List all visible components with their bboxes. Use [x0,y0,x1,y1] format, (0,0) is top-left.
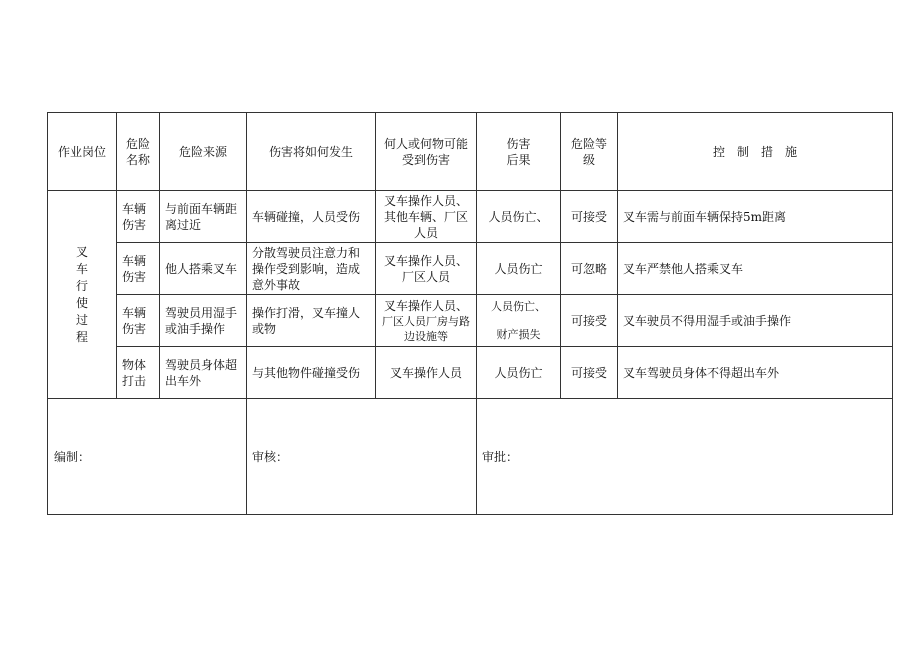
header-control: 控 制 措 施 [618,113,893,191]
hazard-name-cell: 车辆伤害 [117,191,160,243]
risk-level-cell: 可接受 [561,191,618,243]
reviewed-by-cell: 审核： [247,399,477,515]
header-who-harmed: 何人或何物可能受到伤害 [376,113,477,191]
header-hazard-source: 危险来源 [160,113,247,191]
post-cell [48,191,117,399]
consequence-line: 人员伤亡、 [491,299,546,313]
risk-assessment-table [47,112,893,515]
risk-level-cell: 可接受 [561,295,618,347]
control-cell: 叉车驶员不得用湿手或油手操作 [618,295,893,347]
control-cell: 叉车驾驶员身体不得超出车外 [618,347,893,399]
header-post: 作业岗位 [48,113,117,191]
hazard-name-cell: 物体打击 [117,347,160,399]
how-harm-cell: 车辆碰撞，人员受伤 [247,191,376,243]
post-name: 叉车行使过程 [75,244,88,344]
how-harm-cell: 分散驾驶员注意力和操作受到影响，造成意外事故 [247,243,376,295]
who-harmed-cell: 叉车操作人员、厂区人员 [376,243,477,295]
consequence-line: 财产损失 [496,327,541,341]
signature-row [48,399,893,515]
header-risk-level: 危险等级 [561,113,618,191]
control-cell: 叉车需与前面车辆保持5m距离 [618,191,893,243]
who-harmed-cell: 叉车操作人员、其他车辆、厂区人员 [376,191,477,243]
table-row [48,243,893,295]
header-row [48,113,893,191]
hazard-source-cell: 驾驶员身体超出车外 [160,347,247,399]
risk-level-cell: 可接受 [561,347,618,399]
how-harm-cell: 操作打滑，叉车撞人或物 [247,295,376,347]
how-harm-cell: 与其他物件碰撞受伤 [247,347,376,399]
who-harmed-cell: 叉车操作人员 [376,347,477,399]
header-how-harm: 伤害将如何发生 [247,113,376,191]
header-consequence: 伤害后果 [477,113,561,191]
hazard-name-cell: 车辆伤害 [117,243,160,295]
consequence-cell: 人员伤亡 [477,243,561,295]
table-row [48,347,893,399]
hazard-name-cell: 车辆伤害 [117,295,160,347]
consequence-cell [477,295,561,347]
approved-by-cell: 审批： [477,399,893,515]
prepared-by-cell: 编制： [48,399,247,515]
who-harmed-line: 叉车操作人员、 [383,298,468,313]
table-row [48,191,893,243]
control-cell: 叉车严禁他人搭乘叉车 [618,243,893,295]
consequence-cell: 人员伤亡 [477,347,561,399]
hazard-source-cell: 与前面车辆距离过近 [160,191,247,243]
hazard-source-cell: 驾驶员用湿手或油手操作 [160,295,247,347]
header-hazard-name: 危险名称 [117,113,160,191]
risk-level-cell: 可忽略 [561,243,618,295]
table-row [48,295,893,347]
hazard-source-cell: 他人搭乘叉车 [160,243,247,295]
consequence-cell: 人员伤亡、 [477,191,561,243]
who-harmed-cell [376,295,477,347]
who-harmed-line: 厂区人员厂房与路边设施等 [382,314,470,343]
